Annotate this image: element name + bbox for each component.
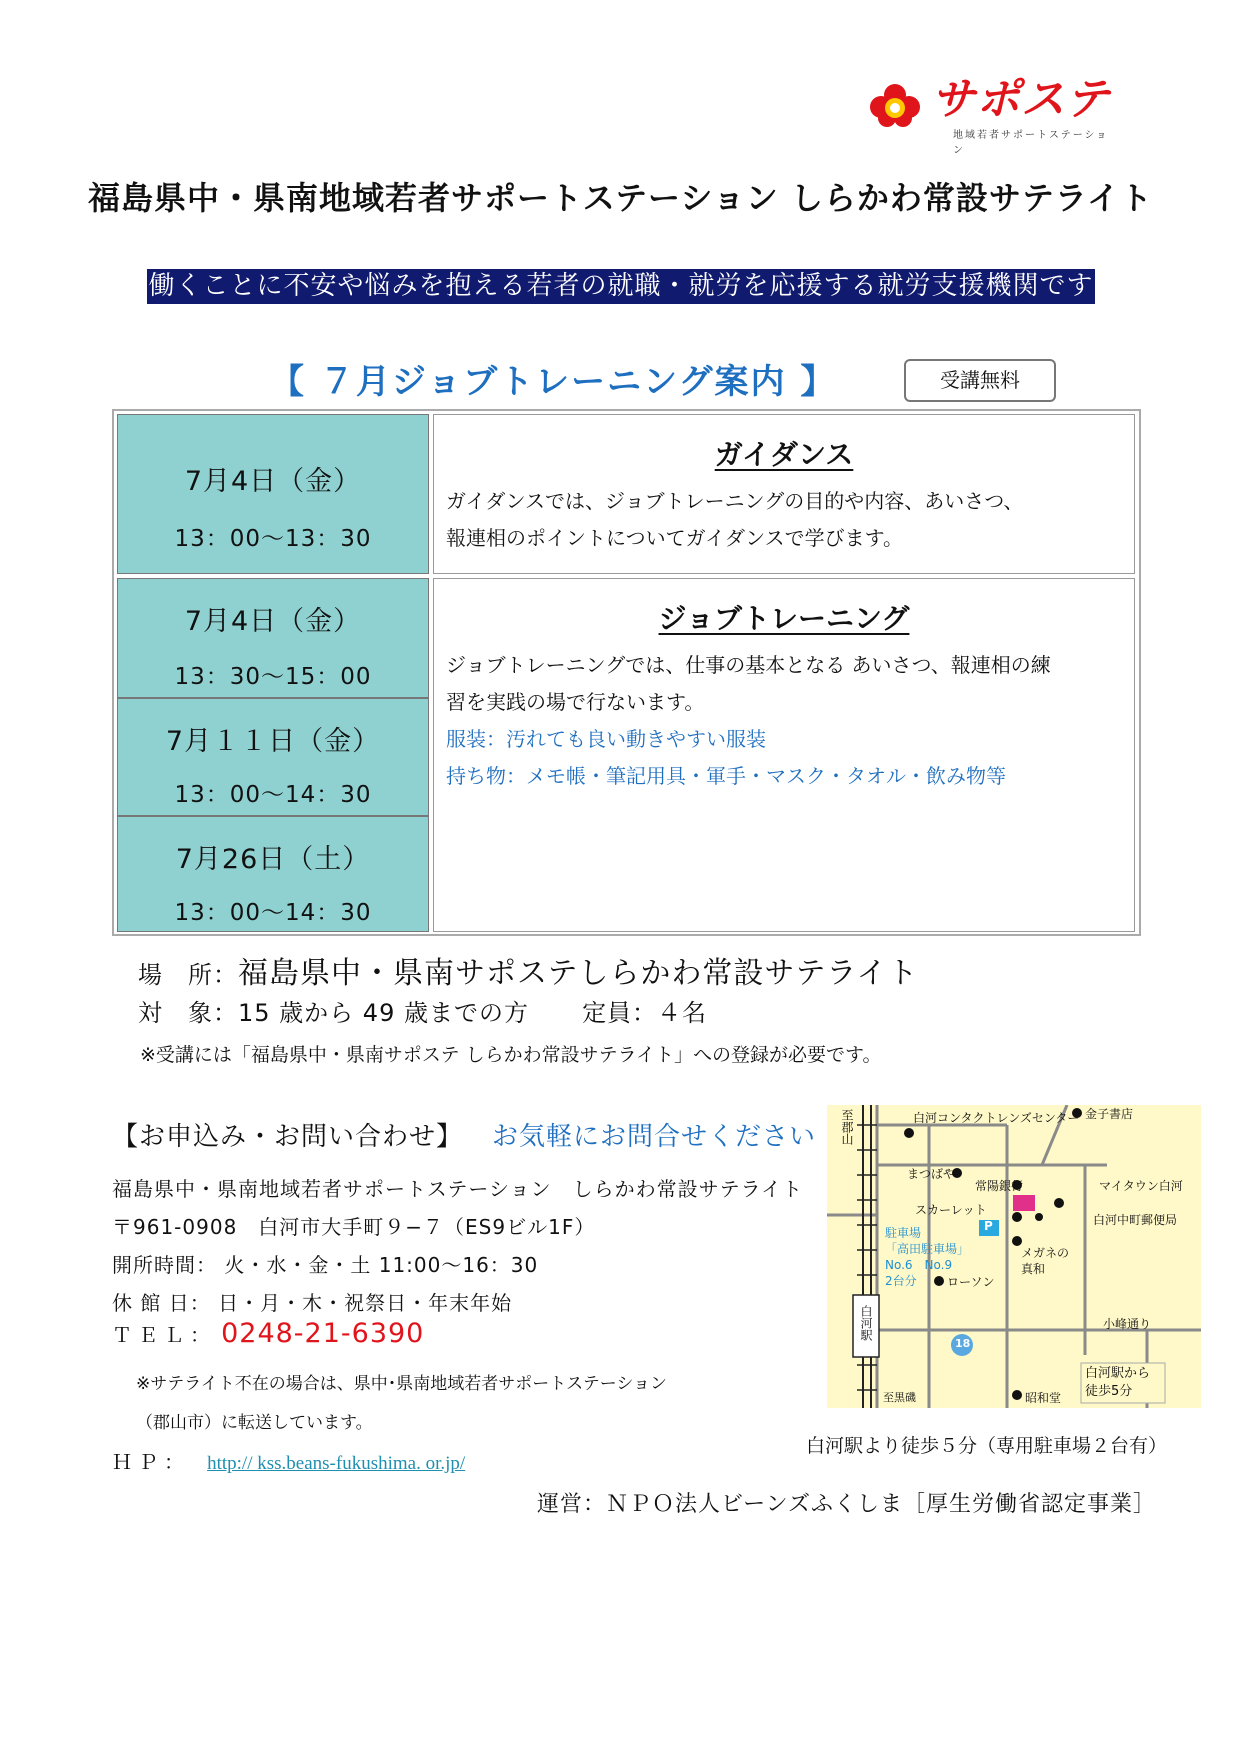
registration-note: ※受講には「福島県中・県南サポステ しらかわ常設サテライト」への登録が必要です。 (140, 1044, 882, 1066)
access-map (827, 1105, 1201, 1408)
contact-address: 〒961-0908 白河市大手町９−７（ES9ビル1F） (112, 1215, 596, 1239)
place-row (138, 948, 919, 992)
guidance-date: 7月4日（金） (184, 466, 362, 497)
guidance-title: ガイダンス (714, 438, 854, 471)
section-heading: 【 ７月ジョブトレーニング案内 】 (270, 362, 837, 402)
tel-value[interactable]: 0248-21-6390 (221, 1318, 425, 1349)
logo-subtitle: 地域若者サポートステーション (953, 130, 1109, 156)
tel-label: ＴＥＬ： (112, 1323, 216, 1347)
closed-label: 休 館 日： (112, 1291, 211, 1315)
label-mytown: マイタウン白河 (1099, 1179, 1183, 1193)
training-text-1: ジョブトレーニングでは、仕事の基本となる あいさつ、報連相の練 (446, 653, 1051, 677)
label-contact-lens: 白河コンタクトレンズセンター (913, 1111, 1080, 1125)
session-3-date: 7月26日（土） (175, 844, 371, 875)
label-walk (1085, 1365, 1150, 1401)
guidance-text-1: ガイダンスでは、ジョブトレーニングの目的や内容、あいさつ、 (446, 489, 1024, 513)
contact-heading: 【お申込み・お問い合わせ】 (112, 1122, 464, 1152)
label-post: 白河中町郵便局 (1093, 1213, 1178, 1227)
parking-icon: P (984, 1219, 993, 1233)
guidance-time: 13：00〜13：30 (174, 526, 372, 552)
label-lawson: ローソン (947, 1275, 995, 1289)
place-label: 場 所： (138, 961, 238, 989)
session-1-cell (117, 578, 429, 698)
hp-label: ＨＰ： (112, 1450, 190, 1474)
hours-value: 火・水・金・土 11:00〜16：30 (224, 1253, 539, 1277)
forward-note-2: （郡山市）に転送しています。 (136, 1413, 373, 1433)
label-joyo: 常陽銀行 (975, 1179, 1024, 1193)
place-value: 福島県中・県南サポステしらかわ常設サテライト (238, 956, 919, 991)
training-cell (433, 578, 1135, 932)
free-badge: 受講無料 (904, 359, 1056, 402)
label-parking-count: 2台分 (885, 1274, 917, 1288)
capacity: 定員：４名 (582, 999, 708, 1027)
closed-value: 日・月・木・祝祭日・年末年始 (218, 1291, 513, 1315)
session-3-time: 13：00〜14：30 (174, 900, 372, 926)
tel-row (112, 1318, 424, 1349)
session-2-time: 13：00〜14：30 (174, 782, 372, 808)
label-matsubaya: まつばや (907, 1167, 956, 1181)
contact-heading-note: お気軽にお問合せください (492, 1122, 817, 1152)
target-label: 対 象： (138, 999, 238, 1027)
label-megane-1: メガネの (1021, 1246, 1070, 1260)
label-komine: 小峰通り (1103, 1317, 1152, 1331)
training-items: 持ち物：メモ帳・筆記用具・軍手・マスク・タオル・飲み物等 (446, 764, 1006, 788)
label-megane-2: 真和 (1021, 1262, 1046, 1276)
label-parking-no: No.6 No.9 (885, 1258, 953, 1272)
session-1-date: 7月4日（金） (184, 606, 362, 637)
guidance-date-cell (117, 414, 429, 574)
training-dress: 服装：汚れても良い動きやすい服装 (446, 727, 766, 751)
hp-row (112, 1446, 465, 1475)
guidance-text-2: 報連相のポイントについてガイダンスで学びます。 (446, 526, 903, 550)
route-18-icon: 18 (955, 1337, 971, 1350)
session-2-date: 7月１１日（金） (165, 726, 381, 757)
contact-org: 福島県中・県南地域若者サポートステーション しらかわ常設サテライト (112, 1177, 803, 1201)
session-2-cell (117, 698, 429, 816)
operator: 運営：ＮＰＯ法人ビーンズふくしま［厚生労働省認定事業］ (537, 1492, 1157, 1517)
flower-logo-icon (865, 82, 925, 128)
label-showado: 昭和堂 (1025, 1391, 1062, 1405)
label-kaneko: 金子書店 (1085, 1107, 1134, 1121)
map-drawing (827, 1105, 1201, 1408)
mission-banner: 働くことに不安や悩みを抱える若者の就職・就労を応援する就労支援機関です (147, 269, 1095, 304)
hours-label: 開所時間： (112, 1253, 217, 1277)
logo (855, 62, 1117, 156)
guidance-cell (433, 414, 1135, 574)
hp-link[interactable]: http:// kss.beans-fukushima. or.jp/ (207, 1453, 466, 1474)
forward-note-1: ※サテライト不在の場合は、県中･県南地域若者サポートステーション (136, 1374, 668, 1394)
logo-text: サポステ (931, 74, 1111, 125)
session-1-time: 13：30〜15：00 (174, 664, 372, 690)
map-caption: 白河駅より徒歩５分（専用駐車場２台有） (806, 1435, 1168, 1457)
training-title: ジョブトレーニング (658, 602, 910, 635)
page-title: 福島県中・県南地域若者サポートステーション しらかわ常設サテライト (88, 179, 1153, 217)
label-walk-1: 白河駅から (1085, 1366, 1151, 1381)
session-3-cell (117, 816, 429, 932)
label-to-koriyama: 至郡山 (840, 1109, 854, 1145)
label-to-kurobane: 至黒磯 (883, 1391, 916, 1404)
label-scarlet: スカーレット (915, 1203, 987, 1217)
target-row (138, 993, 707, 1028)
label-megane (1021, 1245, 1069, 1277)
training-text-2: 習を実践の場で行ないます。 (446, 690, 705, 714)
target-value: 15 歳から 49 歳までの方 (238, 999, 529, 1027)
label-parking-name: 「高田駐車場」 (885, 1242, 970, 1256)
closed-row (112, 1287, 512, 1316)
label-walk-2: 徒歩5分 (1085, 1384, 1133, 1399)
label-station: 白河駅 (859, 1305, 873, 1341)
label-parking-title: 駐車場 (885, 1226, 922, 1240)
schedule-table (112, 409, 1141, 936)
hours-row (112, 1249, 538, 1278)
